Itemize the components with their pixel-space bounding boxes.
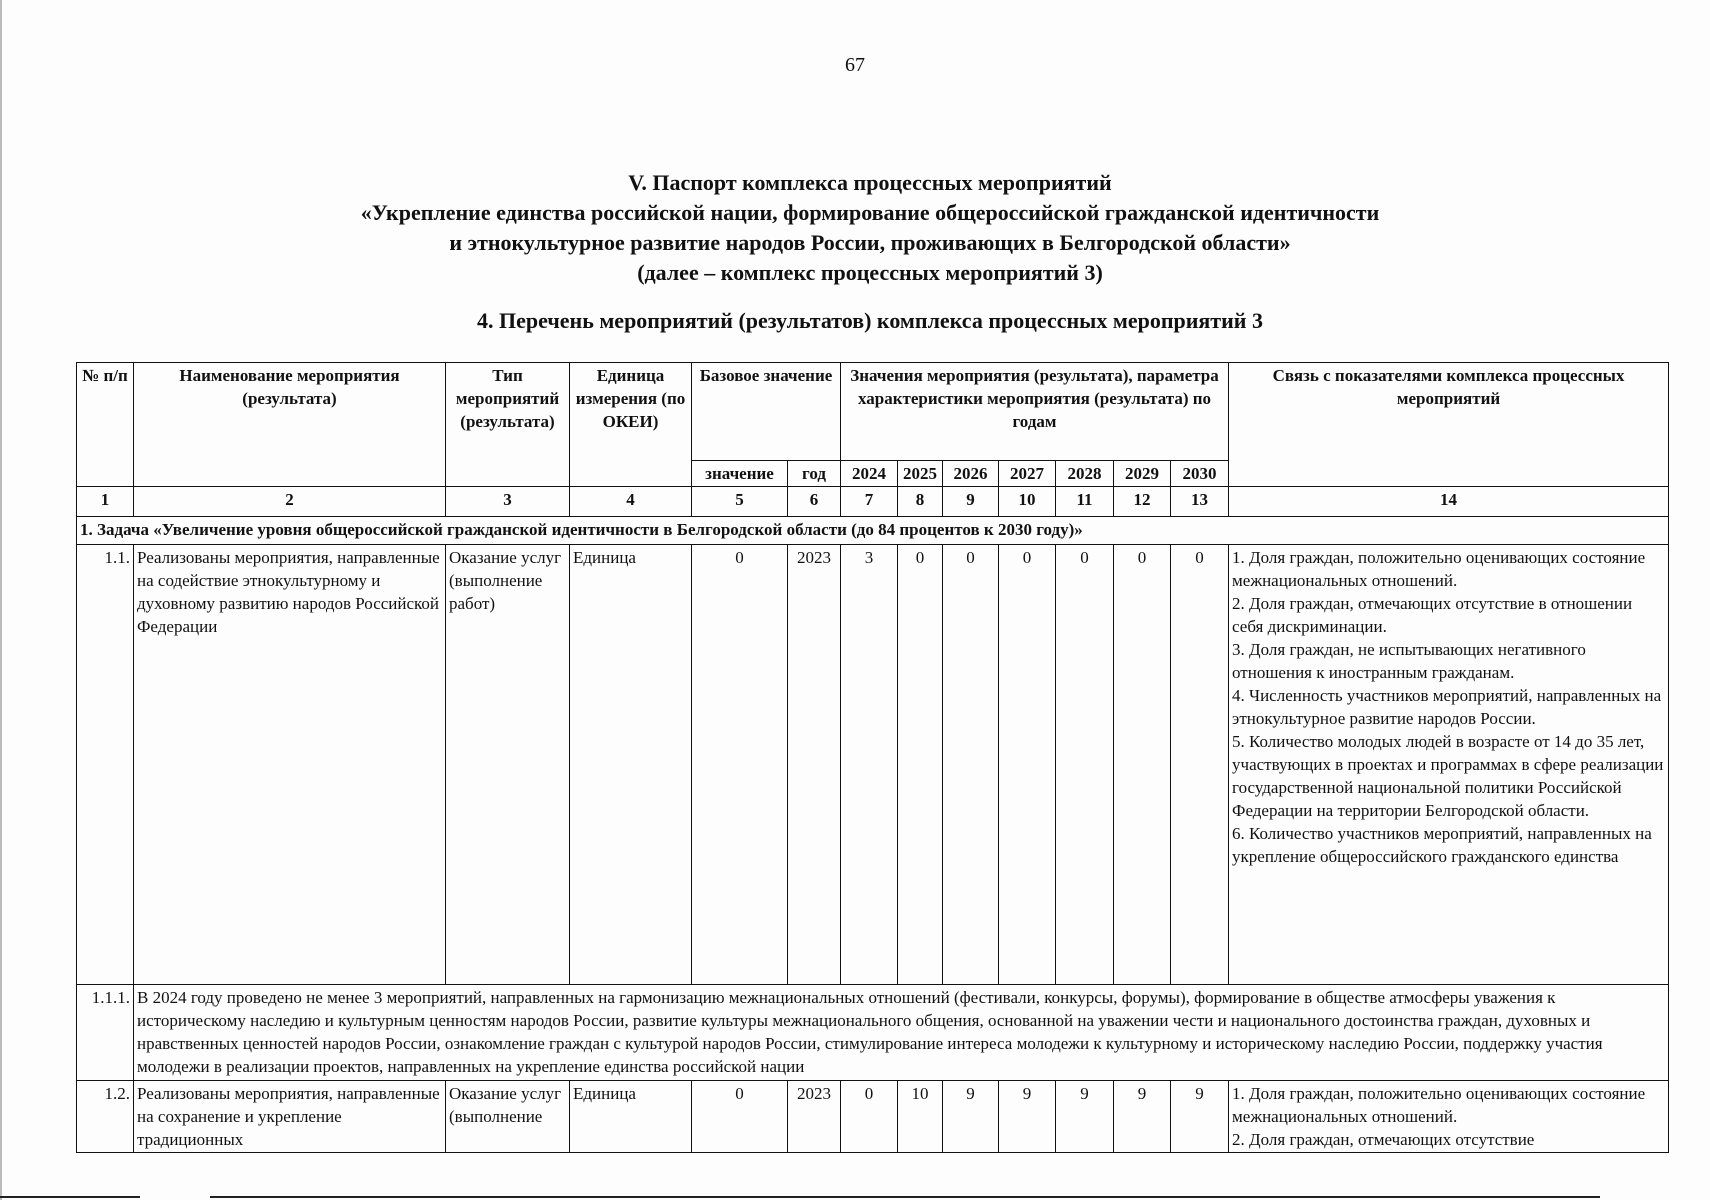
row-num: 1.1.1. (77, 985, 134, 1081)
link-item: 4. Численность участников мероприятий, направленных на этнокультурное развитие народов России. (1232, 686, 1662, 728)
column-number: 13 (1171, 487, 1229, 517)
row-value: 0 (1171, 545, 1229, 985)
column-number: 9 (943, 487, 999, 517)
row-value: 9 (943, 1081, 999, 1153)
row-base-value: 0 (692, 1081, 788, 1153)
link-item: 1. Доля граждан, положительно оценивающих состояние межнациональных отношений. (1232, 1084, 1646, 1126)
scan-artifact (0, 1196, 140, 1198)
column-number: 4 (570, 487, 692, 517)
link-item: 1. Доля граждан, положительно оценивающих состояние межнациональных отношений. (1232, 548, 1646, 590)
header-base-value: значение (692, 461, 788, 487)
row-num: 1.2. (77, 1081, 134, 1153)
link-item: 5. Количество молодых людей в возрасте от 14 до 35 лет, участвующих в проектах и программах в сфере реализации государственной национальной политики Российской Федерации на территории Белгородской области. (1232, 732, 1664, 820)
task-row (77, 517, 1669, 545)
title-line-1: V. Паспорт комплекса процессных мероприятий (628, 170, 1112, 195)
column-number: 5 (692, 487, 788, 517)
header-year: 2026 (943, 461, 999, 487)
row-base-year: 2023 (788, 545, 841, 985)
row-base-value: 0 (692, 545, 788, 985)
section-subtitle: 4. Перечень мероприятий (результатов) комплекса процессных мероприятий 3 (477, 308, 1263, 333)
column-number: 14 (1229, 487, 1669, 517)
row-unit: Единица (570, 1081, 692, 1153)
header-year: 2025 (898, 461, 943, 487)
header-link: Связь с показателями комплекса процессных мероприятий (1229, 363, 1669, 487)
row-links (1229, 1081, 1669, 1153)
row-links (1229, 545, 1669, 985)
table-row (77, 985, 1669, 1081)
row-type: Оказание услуг (выполнение (446, 1081, 570, 1153)
link-item: 2. Доля граждан, отмечающих отсутствие (1232, 1130, 1535, 1149)
title-line-2: «Укрепление единства российской нации, формирование общероссийской гражданской идентичности (360, 200, 1380, 225)
row-value: 10 (898, 1081, 943, 1153)
measures-table (76, 362, 1669, 1153)
column-number: 8 (898, 487, 943, 517)
row-value: 0 (841, 1081, 898, 1153)
row-name: Реализованы мероприятия, направленные на содействие этнокультурному и духовному развитию народов Российской Федерации (134, 545, 446, 985)
title-line-3: и этнокультурное развитие народов России, проживающих в Белгородской области» (449, 230, 1291, 255)
row-num: 1.1. (77, 545, 134, 985)
row-type: Оказание услуг (выполнение работ) (446, 545, 570, 985)
title-line-4: (далее – комплекс процессных мероприятий 3) (637, 260, 1103, 285)
row-value: 0 (1056, 545, 1114, 985)
column-number: 10 (999, 487, 1056, 517)
link-item: 6. Количество участников мероприятий, направленных на укрепление общероссийского гражданского единства (1232, 824, 1652, 866)
header-num: № п/п (77, 363, 134, 487)
row-value: 9 (999, 1081, 1056, 1153)
header-values: Значения мероприятия (результата), параметра характеристики мероприятия (результата) по годам (841, 363, 1229, 461)
header-year: 2027 (999, 461, 1056, 487)
task-text: 1. Задача «Увеличение уровня общероссийской гражданской идентичности в Белгородской области (до 84 процентов к 2030 году)» (77, 517, 1669, 545)
header-base-year: год (788, 461, 841, 487)
row-value: 3 (841, 545, 898, 985)
header-name: Наименование мероприятия (результата) (134, 363, 446, 487)
row-value: 0 (1114, 545, 1171, 985)
column-number: 3 (446, 487, 570, 517)
column-number: 2 (134, 487, 446, 517)
header-year: 2029 (1114, 461, 1171, 487)
row-value: 9 (1171, 1081, 1229, 1153)
table-row (77, 545, 1669, 985)
link-item: 2. Доля граждан, отмечающих отсутствие в отношении себя дискриминации. (1232, 594, 1633, 636)
header-row (77, 363, 1669, 461)
row-description: В 2024 году проведено не менее 3 мероприятий, направленных на гармонизацию межнациональных отношений (фестивали, конкурсы, форумы), формирование в обществе атмосферы уважения к историческому наследию и культурным ценностям народов России, развитие культуры межнационального общения, основанной на уважении чести и национального достоинства граждан, духовных и нравственных ценностей народов России, ознакомление граждан с культурой народов России, стимулирование интереса молодежи к культурному и историческому наследию России, поддержку участия молодежи в реализации проектов, направленных на укрепление единства российской нации (134, 985, 1669, 1081)
row-value: 9 (1114, 1081, 1171, 1153)
document-title (0, 168, 1710, 288)
header-year: 2030 (1171, 461, 1229, 487)
header-base: Базовое значение (692, 363, 841, 461)
row-value: 0 (999, 545, 1056, 985)
row-base-year: 2023 (788, 1081, 841, 1153)
row-value: 0 (943, 545, 999, 985)
column-number: 1 (77, 487, 134, 517)
row-value: 9 (1056, 1081, 1114, 1153)
link-item: 3. Доля граждан, не испытывающих негативного отношения к иностранным гражданам. (1232, 640, 1586, 682)
column-number: 6 (788, 487, 841, 517)
column-number: 12 (1114, 487, 1171, 517)
header-year: 2028 (1056, 461, 1114, 487)
row-value: 0 (898, 545, 943, 985)
row-unit: Единица (570, 545, 692, 985)
column-number: 7 (841, 487, 898, 517)
header-year: 2024 (841, 461, 898, 487)
row-name: Реализованы мероприятия, направленные на сохранение и укрепление традиционных (134, 1081, 446, 1153)
header-unit: Единица измерения (по ОКЕИ) (570, 363, 692, 487)
column-number: 11 (1056, 487, 1114, 517)
table-row (77, 1081, 1669, 1153)
column-numbers-row (77, 487, 1669, 517)
header-type: Тип мероприятий (результата) (446, 363, 570, 487)
scan-artifact (210, 1196, 1600, 1198)
page-number: 67 (845, 54, 865, 76)
